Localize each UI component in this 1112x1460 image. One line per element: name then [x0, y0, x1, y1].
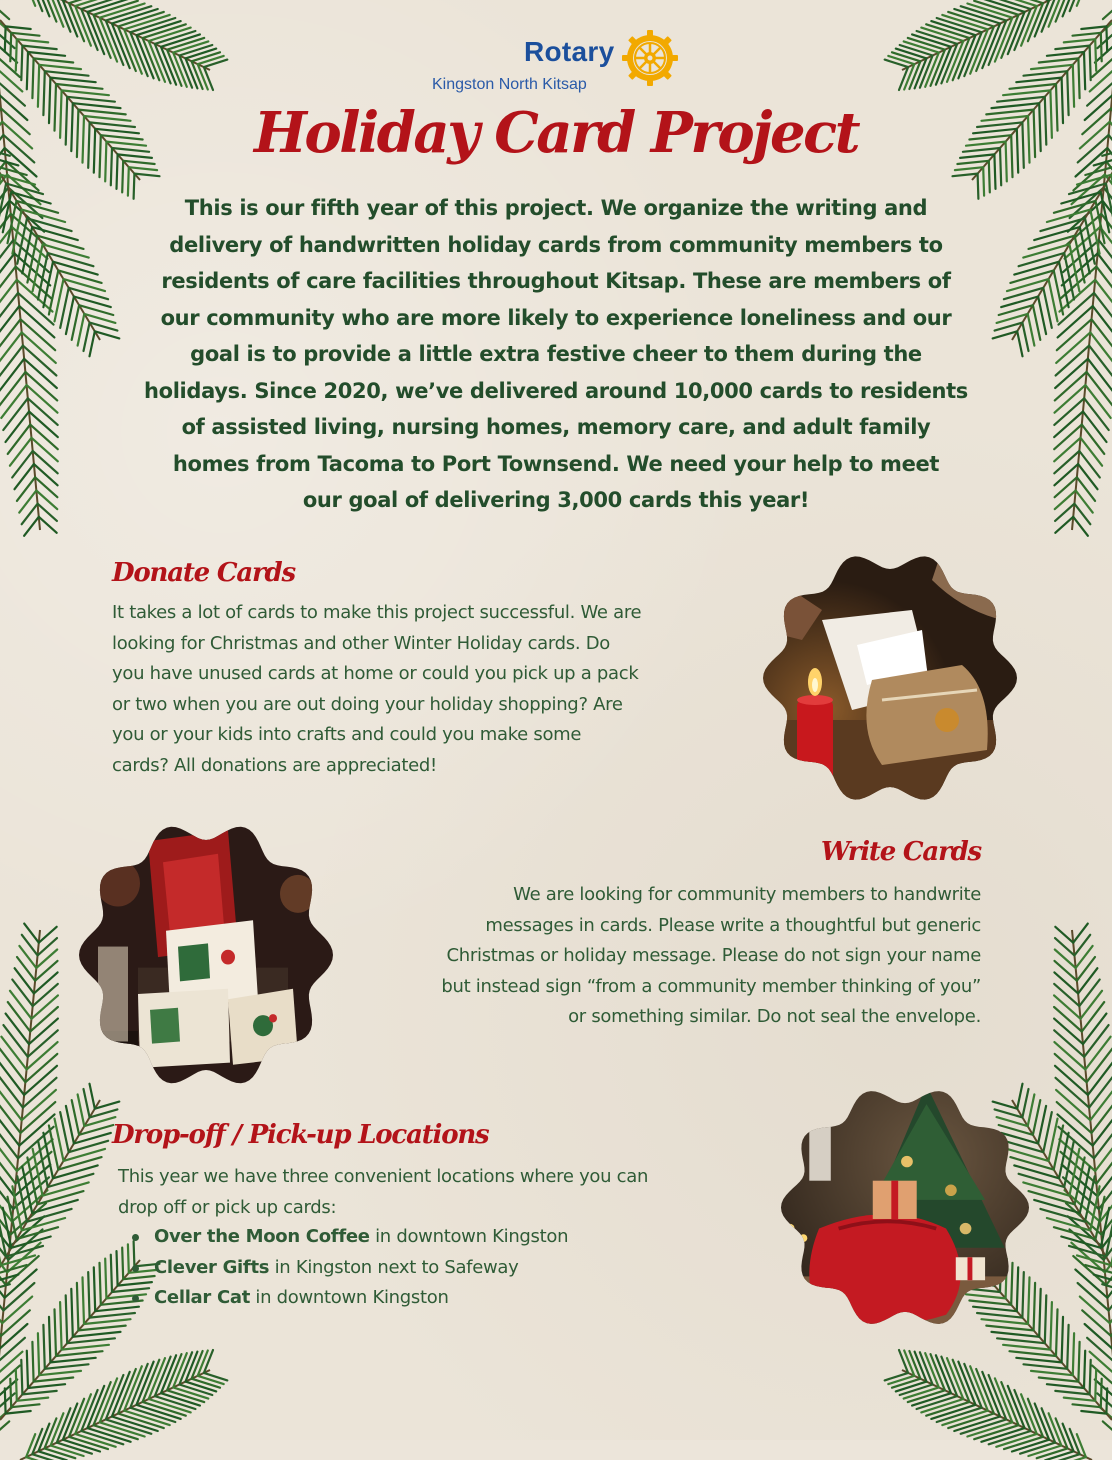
intro-line: This is our fifth year of this project. We organize the writing and: [185, 196, 927, 220]
donate-line: cards? All donations are appreciated!: [112, 755, 437, 776]
locations-list: [128, 1222, 568, 1314]
locations-line: drop off or pick up cards:: [118, 1197, 336, 1218]
rotary-wheel-icon: [622, 30, 678, 86]
donate-line: or two when you are out doing your holiday shopping? Are: [112, 694, 623, 715]
christmas-tree-gift-photo: [780, 1085, 1030, 1330]
location-name: Cellar Cat: [154, 1287, 250, 1308]
write-line: but instead sign “from a community member thinking of you”: [441, 976, 981, 997]
locations-text: [118, 1162, 758, 1223]
intro-line: holidays. Since 2020, we’ve delivered around 10,000 cards to residents: [144, 379, 968, 403]
location-detail: in Kingston next to Safeway: [269, 1257, 518, 1278]
location-detail: in downtown Kingston: [250, 1287, 449, 1308]
write-line: Christmas or holiday message. Please do not sign your name: [447, 945, 981, 966]
location-name: Clever Gifts: [154, 1257, 269, 1278]
rotary-logo: [432, 30, 692, 100]
intro-line: residents of care facilities throughout Kitsap. These are members of: [161, 269, 950, 293]
list-item: [128, 1222, 568, 1253]
intro-line: homes from Tacoma to Port Townsend. We need your help to meet: [173, 452, 939, 476]
write-line: We are looking for community members to handwrite: [513, 884, 981, 905]
list-item: [128, 1283, 568, 1314]
donate-line: you or your kids into crafts and could you make some: [112, 724, 581, 745]
write-line: or something similar. Do not seal the envelope.: [568, 1006, 981, 1027]
write-line: messages in cards. Please write a thoughtful but generic: [485, 915, 981, 936]
list-item: [128, 1253, 568, 1284]
intro-line: our goal of delivering 3,000 cards this year!: [303, 488, 809, 512]
page-title: Holiday Card Project: [0, 100, 1112, 166]
intro-line: goal is to provide a little extra festive cheer to them during the: [190, 342, 922, 366]
locations-line: This year we have three convenient locations where you can: [118, 1166, 648, 1187]
intro-line: of assisted living, nursing homes, memory care, and adult family: [182, 415, 931, 439]
card-display-photo: [78, 820, 334, 1090]
donate-line: you have unused cards at home or could you pick up a pack: [112, 663, 638, 684]
write-cards-text: [321, 880, 981, 1033]
donate-line: looking for Christmas and other Winter Holiday cards. Do: [112, 633, 610, 654]
locations-heading: Drop-off / Pick-up Locations: [112, 1120, 488, 1150]
rotary-club-name: Kingston North Kitsap: [432, 76, 587, 94]
donate-cards-text: [112, 598, 752, 781]
write-cards-heading: Write Cards: [821, 837, 981, 867]
location-name: Over the Moon Coffee: [154, 1226, 370, 1247]
candle-card-photo: [762, 550, 1018, 806]
rotary-wordmark: Rotary: [524, 36, 615, 68]
intro-line: delivery of handwritten holiday cards from community members to: [169, 233, 942, 257]
donate-line: It takes a lot of cards to make this project successful. We are: [112, 602, 641, 623]
donate-cards-heading: Donate Cards: [112, 558, 295, 588]
intro-paragraph: [100, 190, 1012, 519]
intro-line: our community who are more likely to experience loneliness and our: [161, 306, 952, 330]
location-detail: in downtown Kingston: [370, 1226, 569, 1247]
